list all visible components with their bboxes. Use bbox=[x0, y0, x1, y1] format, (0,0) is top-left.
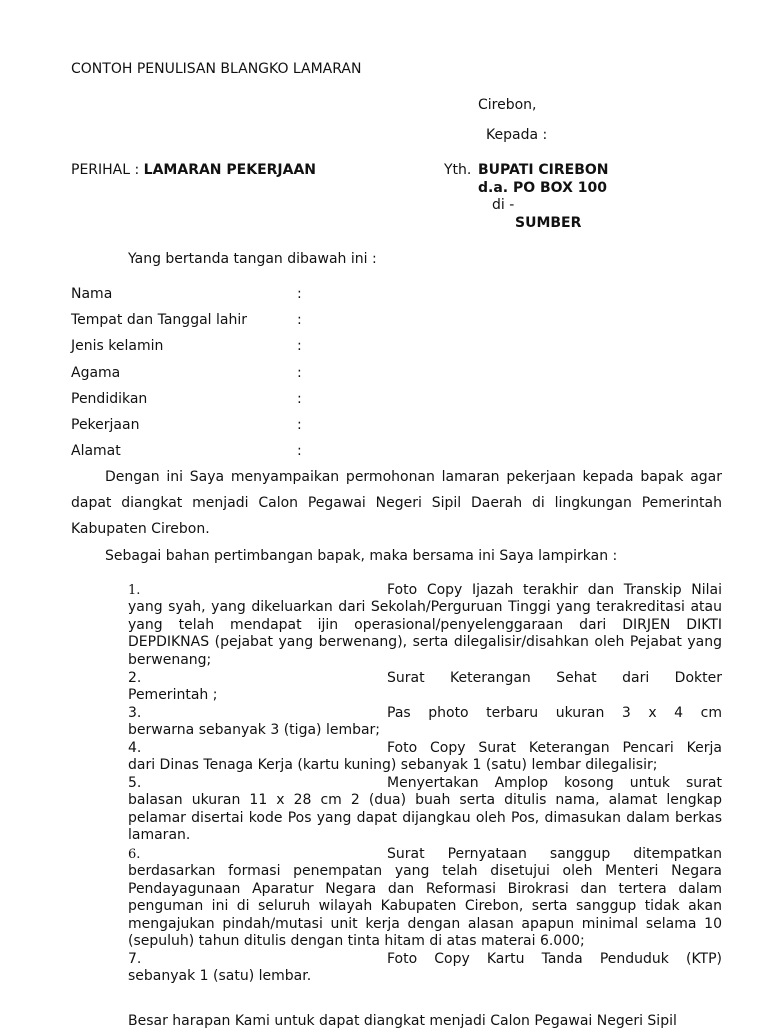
list-item-number: 2. bbox=[128, 670, 142, 686]
list-item bbox=[128, 705, 722, 740]
field-colon: : bbox=[297, 391, 302, 407]
attachments-intro-text: Sebagai bahan pertimbangan bapak, maka bersama ini Saya lampirkan : bbox=[105, 548, 618, 564]
attachments-intro bbox=[71, 543, 722, 569]
application-paragraph bbox=[71, 464, 722, 542]
field-label: Tempat dan Tanggal lahir bbox=[71, 312, 247, 328]
list-item-number: 3. bbox=[128, 705, 142, 721]
list-item-text: yang syah, yang dikeluarkan dari Sekolah/Perguruan Tinggi yang terakreditasi atau yang telah mendapat ijin operasional/penyelenggaraan dari DIRJEN DIKTI DEPDIKNAS (pejabat yang berwenang), serta dilegalisir/disahkan oleh Pejabat yang berwenang; bbox=[128, 599, 722, 668]
list-item-text: sebanyak 1 (satu) lembar. bbox=[128, 968, 312, 985]
list-item bbox=[128, 775, 722, 845]
list-item-text: balasan ukuran 11 x 28 cm 2 (dua) buah serta ditulis nama, alamat lengkap pelamar disertai kode Pos yang dapat dijangkau oleh Pos, dimasukan dalam berkas lamaran. bbox=[128, 792, 722, 844]
list-item-text: berwarna sebanyak 3 (tiga) lembar; bbox=[128, 722, 381, 739]
field-label: Alamat bbox=[71, 443, 121, 459]
list-item bbox=[128, 846, 722, 950]
closing-text: Besar harapan Kami untuk dapat diangkat menjadi Calon Pegawai Negeri Sipil bbox=[128, 1013, 677, 1029]
list-item-number: 5. bbox=[128, 775, 142, 791]
field-label: Pendidikan bbox=[71, 391, 148, 407]
list-item bbox=[128, 740, 722, 775]
field-colon: : bbox=[297, 365, 302, 381]
field-label: Jenis kelamin bbox=[71, 338, 164, 354]
city-date: Cirebon, bbox=[478, 97, 537, 113]
list-item-lead: Pas photo terbaru ukuran 3 x 4 cm bbox=[387, 705, 722, 721]
kepada-label: Kepada : bbox=[486, 127, 548, 143]
list-item-lead: Foto Copy Ijazah terakhir dan Transkip Nilai bbox=[387, 582, 722, 598]
field-colon: : bbox=[297, 338, 302, 354]
list-item-number: 7. bbox=[128, 951, 142, 967]
list-item bbox=[128, 670, 722, 705]
field-label: Agama bbox=[71, 365, 121, 381]
recipient-di: di - bbox=[492, 197, 515, 213]
recipient-name: BUPATI CIREBON bbox=[478, 162, 609, 178]
list-item bbox=[128, 582, 722, 669]
list-item-lead: Menyertakan Amplop kosong untuk surat bbox=[387, 775, 722, 791]
perihal-label: PERIHAL : bbox=[71, 162, 140, 178]
field-label: Nama bbox=[71, 286, 113, 302]
list-item-text: Pemerintah ; bbox=[128, 687, 218, 704]
recipient-yth: Yth. bbox=[444, 162, 472, 178]
list-item-number: 6. bbox=[128, 847, 141, 862]
field-label: Pekerjaan bbox=[71, 417, 140, 433]
list-item-lead: Surat Keterangan Sehat dari Dokter bbox=[387, 670, 722, 686]
perihal bbox=[71, 161, 316, 179]
recipient-place: SUMBER bbox=[515, 215, 582, 231]
application-paragraph-text: Dengan ini Saya menyampaikan permohonan lamaran pekerjaan kepada bapak agar dapat diangkat menjadi Calon Pegawai Negeri Sipil Daerah di lingkungan Pemerintah Kabupaten Cirebon. bbox=[71, 469, 722, 537]
field-colon: : bbox=[297, 312, 302, 328]
list-item bbox=[128, 951, 722, 986]
list-item-lead: Surat Pernyataan sanggup ditempatkan bbox=[387, 846, 722, 862]
field-colon: : bbox=[297, 443, 302, 459]
field-colon: : bbox=[297, 417, 302, 433]
list-item-number: 1. bbox=[128, 583, 141, 598]
recipient-address: d.a. PO BOX 100 bbox=[478, 180, 607, 196]
list-item-number: 4. bbox=[128, 740, 142, 756]
field-colon: : bbox=[297, 286, 302, 302]
intro-text: Yang bertanda tangan dibawah ini : bbox=[128, 251, 377, 267]
list-item-text: berdasarkan formasi penempatan yang telah disetujui oleh Menteri Negara Pendayagunaan Aparatur Negara dan Reformasi Birokrasi dan tertera dalam penguman ini di seluruh wilayah Kabupaten Cirebon, serta sanggup tidak akan mengajukan pindah/mutasi unit kerja dengan alasan apapun minimal selama 10 (sepuluh) tahun ditulis dengan tinta hitam di atas materai 6.000; bbox=[128, 863, 722, 950]
perihal-value: LAMARAN PEKERJAAN bbox=[143, 162, 317, 178]
list-item-lead: Foto Copy Surat Keterangan Pencari Kerja bbox=[387, 740, 722, 756]
list-item-text: dari Dinas Tenaga Kerja (kartu kuning) sebanyak 1 (satu) lembar dilegalisir; bbox=[128, 757, 658, 774]
document-title: CONTOH PENULISAN BLANGKO LAMARAN bbox=[71, 61, 362, 77]
list-item-lead: Foto Copy Kartu Tanda Penduduk (KTP) bbox=[387, 951, 722, 967]
